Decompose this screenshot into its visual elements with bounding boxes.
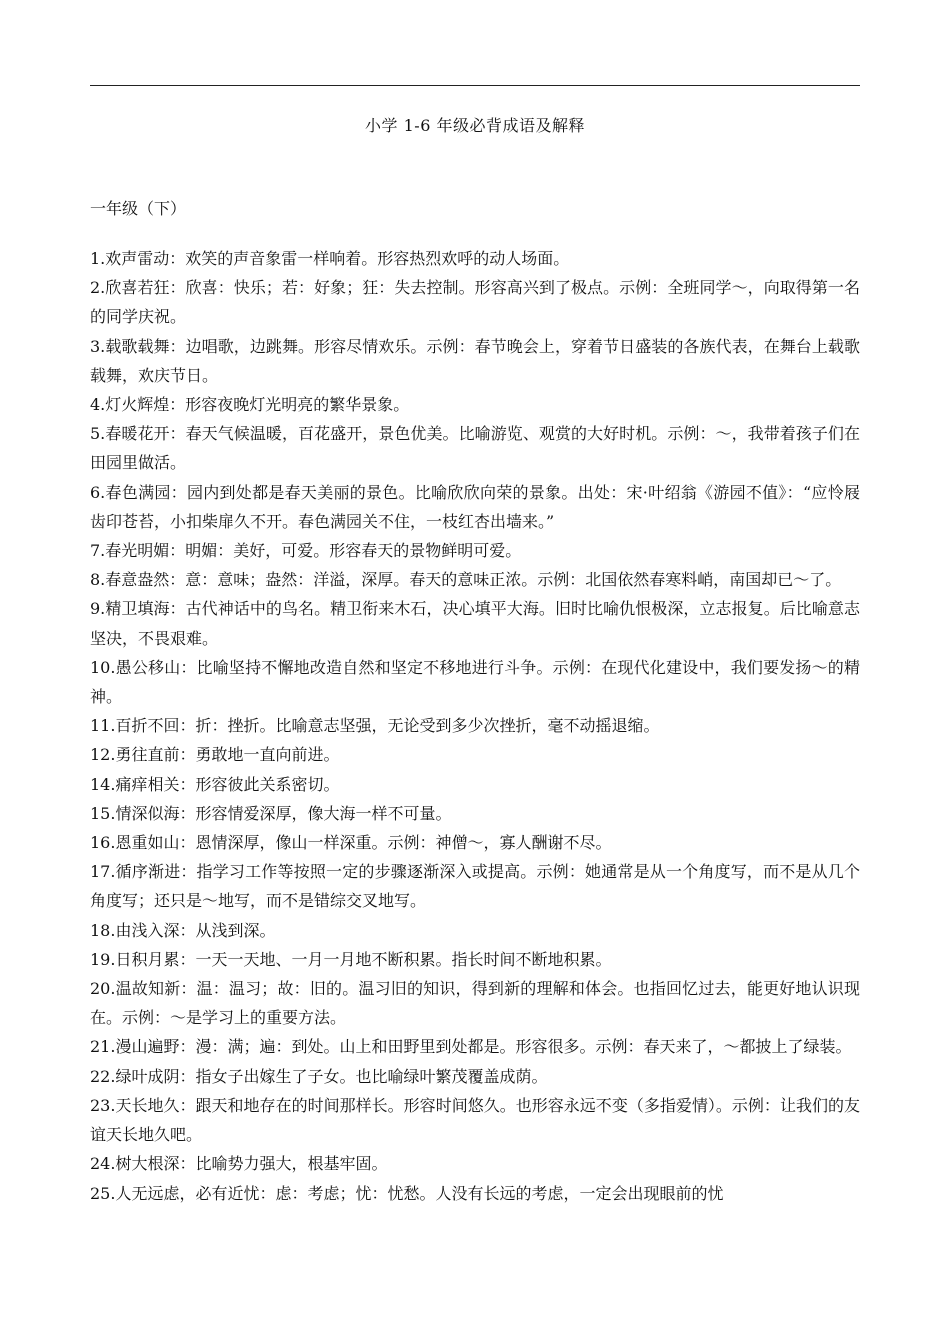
idiom-entry: 10.愚公移山：比喻坚持不懈地改造自然和坚定不移地进行斗争。示例：在现代化建设中，我们要发扬～的精神。 — [90, 657, 860, 707]
idiom-entry: 3.载歌载舞：边唱歌，边跳舞。形容尽情欢乐。示例：春节晚会上，穿着节日盛装的各族代表，在舞台上载歌载舞，欢庆节日。 — [90, 336, 860, 385]
idiom-entry: 6.春色满园：园内到处都是春天美丽的景色。比喻欣欣向荣的景象。出处：宋·叶绍翁《游园不值》：“应怜屐齿印苍苔，小扣柴扉久不开。春色满园关不住，一枝红杏出墙来。” — [90, 482, 860, 531]
idiom-entry: 4.灯火辉煌：形容夜晚灯光明亮的繁华景象。 — [90, 395, 410, 415]
idiom-entry: 9.精卫填海：古代神话中的鸟名。精卫衔来木石，决心填平大海。旧时比喻仇恨极深，立志报复。后比喻意志坚决，不畏艰难。 — [90, 599, 860, 648]
idiom-entry: 21.漫山遍野：漫：满；遍：到处。山上和田野里到处都是。形容很多。示例：春天来了，～都披上了绿装。 — [90, 1037, 852, 1057]
idiom-entry: 5.春暖花开：春天气候温暖，百花盛开，景色优美。比喻游览、观赏的大好时机。示例：～，我带着孩子们在田园里做活。 — [90, 424, 860, 473]
idiom-entry: 25.人无远虑，必有近忧：虑：考虑；忧：忧愁。人没有长远的考虑，一定会出现眼前的忧 — [90, 1183, 724, 1203]
idiom-entry: 1.欢声雷动：欢笑的声音象雷一样响着。形容热烈欢呼的动人场面。 — [90, 249, 570, 268]
idiom-entry: 14.痛痒相关：形容彼此关系密切。 — [90, 774, 340, 794]
idiom-entry: 15.情深似海：形容情爱深厚，像大海一样不可量。 — [90, 803, 452, 823]
idiom-entry: 19.日积月累：一天一天地、一月一月地不断积累。指长时间不断地积累。 — [90, 949, 612, 969]
section-heading: 一年级（下） — [90, 199, 187, 218]
idiom-entry: 2.欣喜若狂：欣喜：快乐；若：好象；狂：失去控制。形容高兴到了极点。示例：全班同学～，向取得第一名的同学庆祝。 — [90, 278, 860, 327]
idiom-entry: 16.恩重如山：恩情深厚，像山一样深重。示例：神僧～，寡人酬谢不尽。 — [90, 833, 612, 853]
idiom-entry: 12.勇往直前：勇敢地一直向前进。 — [90, 745, 340, 765]
idiom-entry: 20.温故知新：温：温习；故：旧的。温习旧的知识，得到新的理解和体会。也指回忆过去，能更好地认识现在。示例：～是学习上的重要方法。 — [90, 979, 860, 1028]
idiom-entry: 22.绿叶成阴：指女子出嫁生了子女。也比喻绿叶繁茂覆盖成荫。 — [90, 1066, 548, 1086]
idiom-entry: 8.春意盎然：意：意味；盎然：洋溢，深厚。春天的意味正浓。示例：北国依然春寒料峭，南国却已～了。 — [90, 570, 842, 590]
idiom-entry: 18.由浅入深：从浅到深。 — [90, 920, 276, 940]
header-rule — [90, 85, 860, 86]
document-title: 小学 1-6 年级必背成语及解释 — [365, 116, 585, 135]
idiom-entry: 23.天长地久：跟天和地存在的时间那样长。形容时间悠久。也形容永远不变（多指爱情）。示例：让我们的友谊天长地久吧。 — [90, 1095, 860, 1145]
idiom-list — [90, 244, 860, 1208]
idiom-entry: 7.春光明媚：明媚：美好，可爱。形容春天的景物鲜明可爱。 — [90, 541, 522, 561]
idiom-entry: 17.循序渐进：指学习工作等按照一定的步骤逐渐深入或提高。示例：她通常是从一个角度写，而不是从几个角度写；还只是～地写，而不是错综交叉地写。 — [90, 862, 860, 911]
idiom-entry: 11.百折不回：折：挫折。比喻意志坚强，无论受到多少次挫折，毫不动摇退缩。 — [90, 716, 660, 736]
idiom-entry: 24.树大根深：比喻势力强大，根基牢固。 — [90, 1154, 388, 1174]
